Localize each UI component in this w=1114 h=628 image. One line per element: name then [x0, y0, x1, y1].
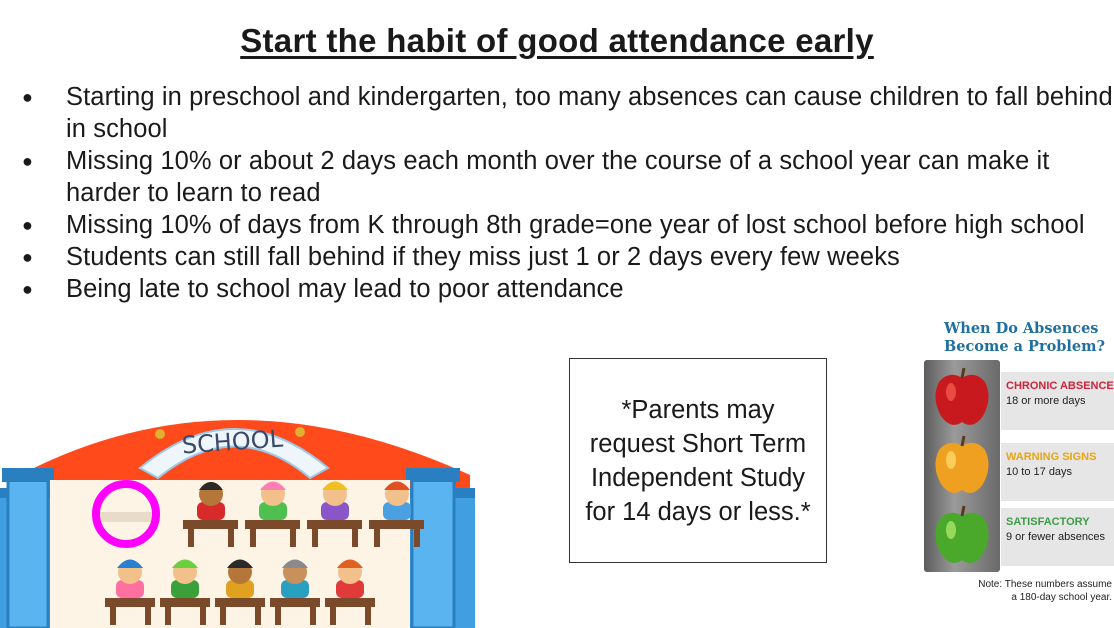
absence-level-status: SATISFACTORY [1006, 516, 1090, 528]
bullet-dot-icon: ● [22, 215, 33, 235]
absence-note-line2: a 180-day school year. [1011, 592, 1112, 603]
bullet-list [22, 81, 1114, 305]
absence-title-line2: Become a Problem? [944, 338, 1105, 355]
bullet-dot-icon: ● [22, 247, 33, 267]
absence-level-satisfactory [1001, 508, 1114, 566]
absence-title-line1: When Do Absences [944, 320, 1099, 337]
slide-title: Start the habit of good attendance early [240, 22, 874, 59]
absence-chart-title [944, 320, 1114, 356]
bullet-item [22, 209, 1114, 241]
bullet-item [22, 145, 1114, 209]
absence-level-status: WARNING SIGNS [1006, 451, 1097, 463]
bullet-item [22, 273, 1114, 305]
student-avatar [171, 560, 199, 599]
absence-level-warning [1001, 443, 1114, 501]
bullet-item [22, 81, 1114, 145]
empty-desk-highlight-circle [92, 480, 160, 548]
traffic-light-panel [924, 360, 1000, 572]
student-avatar [259, 482, 287, 521]
student-avatar [383, 482, 411, 521]
student-avatar [281, 560, 309, 599]
school-sign-text: SCHOOL [180, 424, 284, 460]
bullet-text: Being late to school may lead to poor attendance [66, 275, 624, 303]
bullet-text: Missing 10% or about 2 days each month over the course of a school year can make it harder to learn to read [66, 147, 1050, 207]
school-pillar-right [412, 476, 454, 628]
school-pillar-left [8, 476, 48, 628]
absence-level-range: 9 or fewer absences [1006, 531, 1106, 543]
absence-level-range: 18 or more days [1006, 395, 1086, 407]
bullet-item [22, 241, 1114, 273]
note-text: *Parents may request Short Term Independent Study for 14 days or less.* [585, 395, 811, 526]
absence-chart-note [952, 578, 1112, 604]
bullet-text: Missing 10% of days from K through 8th grade=one year of lost school before high school [66, 211, 1085, 239]
green-apple-icon [929, 502, 995, 568]
absence-level-range: 10 to 17 days [1006, 466, 1073, 478]
bullet-text: Starting in preschool and kindergarten, too many absences can cause children to fall behind in school [66, 83, 1113, 143]
student-avatar [321, 482, 349, 521]
student-avatar [116, 560, 144, 599]
bullet-dot-icon: ● [22, 151, 33, 171]
absence-level-status: CHRONIC ABSENCE [1006, 380, 1114, 392]
independent-study-note [569, 358, 827, 563]
student-avatar [336, 560, 364, 599]
absence-level-chronic [1001, 372, 1114, 430]
bullet-dot-icon: ● [22, 279, 33, 299]
red-apple-icon [929, 364, 995, 430]
yellow-apple-icon [929, 432, 995, 498]
school-illustration [0, 380, 480, 628]
bullet-dot-icon: ● [22, 87, 33, 107]
student-avatar [226, 560, 254, 599]
bullet-text: Students can still fall behind if they miss just 1 or 2 days every few weeks [66, 243, 900, 271]
absence-note-line1: Note: These numbers assume [978, 579, 1112, 590]
